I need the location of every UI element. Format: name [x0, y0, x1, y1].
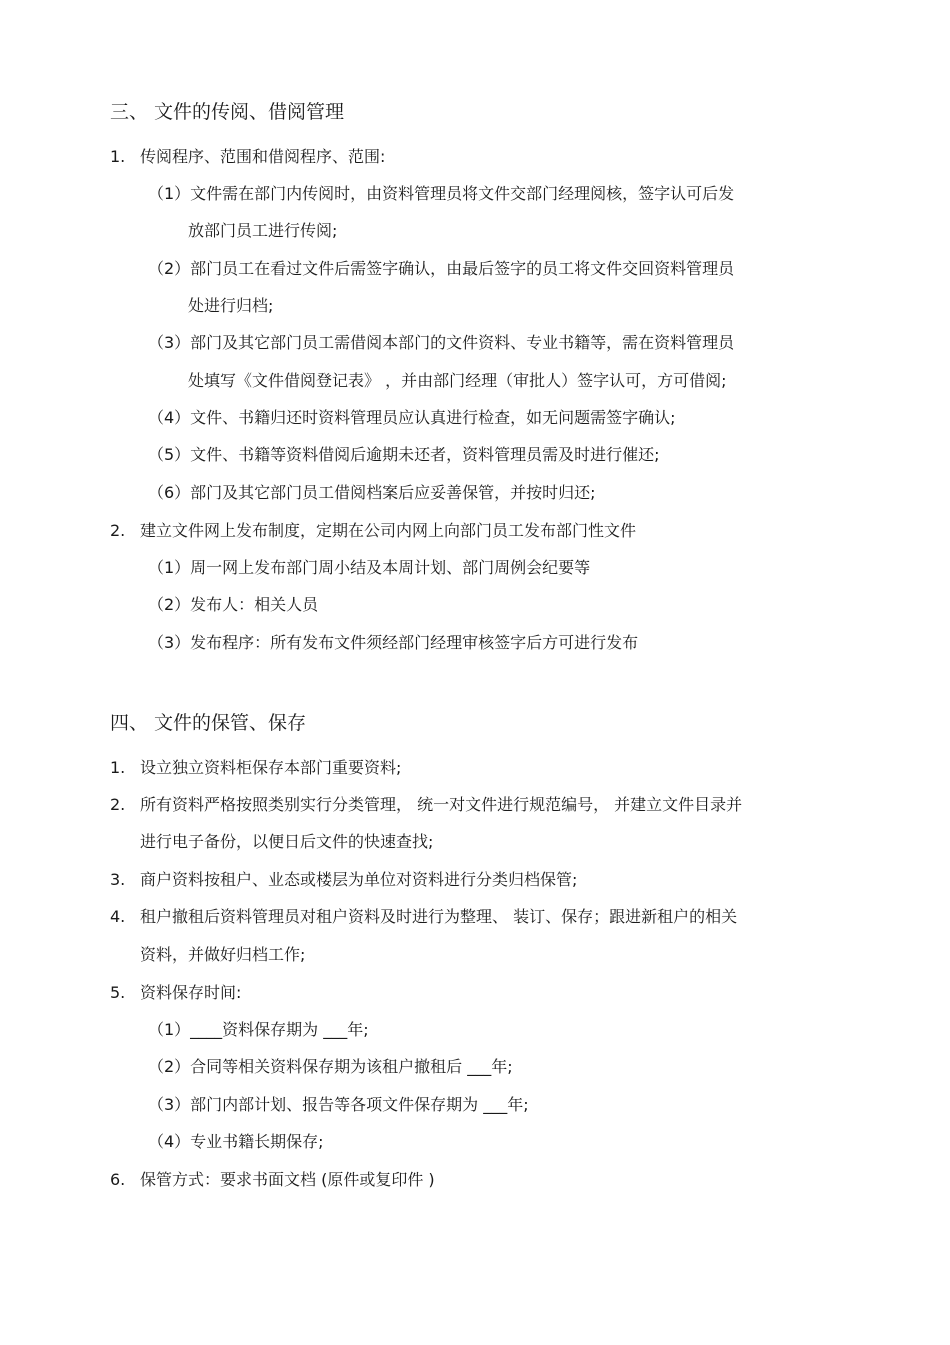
- retention-sub-item-3: （3）部门内部计划、报告等各项文件保存期为 ___年;: [148, 1095, 529, 1114]
- item-text: 设立独立资料柜保存本部门重要资料;: [140, 758, 402, 777]
- retention-sub-item-4: （4）专业书籍长期保存;: [148, 1132, 324, 1151]
- publish-sub-item-3: （3）发布程序：所有发布文件须经部门经理审核签字后方可进行发布: [148, 633, 639, 652]
- section-4-title: 四、 文件的保管、保存: [110, 712, 307, 734]
- sub-item-6: （6）部门及其它部门员工借阅档案后应妥善保管，并按时归还;: [148, 483, 596, 502]
- sub-item-3-line-2: 处填写《文件借阅登记表》 ，并由部门经理（审批人）签字认可，方可借阅;: [188, 371, 727, 390]
- item-number: 2.: [110, 795, 126, 814]
- sub-item-2-line-1: （2）部门员工在看过文件后需签字确认，由最后签字的员工将文件交回资料管理员: [148, 259, 735, 278]
- item-number: 4.: [110, 907, 126, 926]
- publish-sub-item-2: （2）发布人：相关人员: [148, 595, 319, 614]
- item-text-line-1: 租户撤租后资料管理员对租户资料及时进行为整理、 装订、保存；跟进新租户的相关: [140, 907, 738, 926]
- item-text: 传阅程序、范围和借阅程序、范围:: [140, 147, 386, 166]
- item-number: 6.: [110, 1170, 126, 1189]
- item-text-line-1: 所有资料严格按照类别实行分类管理， 统一对文件进行规范编号， 并建立文件目录并: [140, 795, 743, 814]
- item-number: 1.: [110, 147, 126, 166]
- item-number: 1.: [110, 758, 126, 777]
- retention-sub-item-2: （2）合同等相关资料保存期为该租户撤租后 ___年;: [148, 1057, 513, 1076]
- sub-item-1-line-2: 放部门员工进行传阅;: [188, 221, 338, 240]
- item-text-line-2: 资料，并做好归档工作;: [140, 945, 306, 964]
- sub-item-2-line-2: 处进行归档;: [188, 296, 274, 315]
- sub-item-4: （4）文件、书籍归还时资料管理员应认真进行检查，如无问题需签字确认;: [148, 408, 676, 427]
- sub-item-5: （5）文件、书籍等资料借阅后逾期未还者，资料管理员需及时进行催还;: [148, 445, 660, 464]
- item-number: 3.: [110, 870, 126, 889]
- item-number: 2.: [110, 521, 126, 540]
- sub-item-3-line-1: （3）部门及其它部门员工需借阅本部门的文件资料、专业书籍等，需在资料管理员: [148, 333, 735, 352]
- publish-sub-item-1: （1）周一网上发布部门周小结及本周计划、部门周例会纪要等: [148, 558, 591, 577]
- item-text-line-2: 进行电子备份，以便日后文件的快速查找;: [140, 832, 434, 851]
- sub-item-1-line-1: （1）文件需在部门内传阅时，由资料管理员将文件交部门经理阅核，签字认可后发: [148, 184, 735, 203]
- retention-sub-item-1: （1）____资料保存期为 ___年;: [148, 1020, 369, 1039]
- item-text: 保管方式：要求书面文档 (原件或复印件 ): [140, 1170, 435, 1189]
- item-text: 商户资料按租户、业态或楼层为单位对资料进行分类归档保管;: [140, 870, 578, 889]
- item-text: 建立文件网上发布制度，定期在公司内网上向部门员工发布部门性文件: [140, 521, 637, 540]
- item-text: 资料保存时间:: [140, 983, 242, 1002]
- item-number: 5.: [110, 983, 126, 1002]
- section-3-title: 三、 文件的传阅、借阅管理: [110, 101, 345, 123]
